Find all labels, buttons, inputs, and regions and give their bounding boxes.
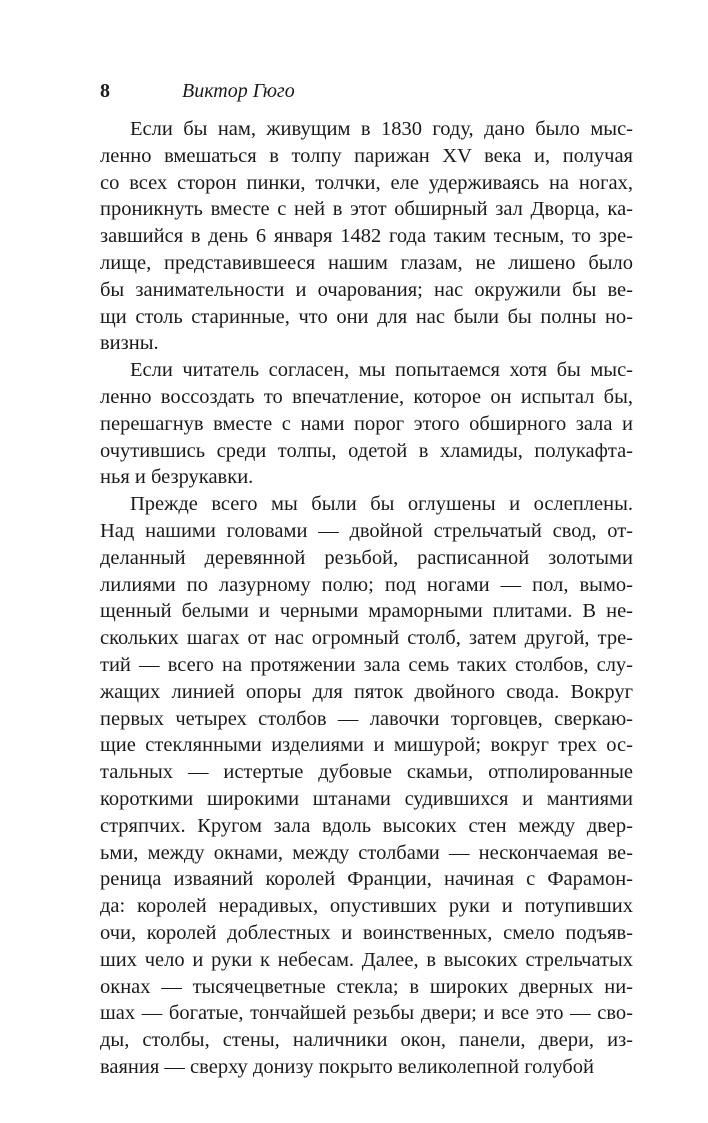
page-number: 8 xyxy=(100,80,110,102)
text-line: очи, королей доблестных и воинственных, смело подъяв- xyxy=(100,921,633,944)
text-line: окнах — тысячецветные стекла; в широких дверных ни- xyxy=(100,975,633,998)
text-line: визны. xyxy=(100,332,159,355)
text-line: ды, столбы, стены, наличники окон, панели, двери, из- xyxy=(100,1029,633,1052)
text-line: со всех сторон пинки, толчки, еле удерживаясь на ногах, xyxy=(100,171,633,194)
paragraph xyxy=(100,491,633,1081)
text-line: завшийся в день 6 января 1482 года таким тесным, то зре- xyxy=(100,225,633,248)
body-text xyxy=(100,116,633,1081)
running-title: Виктор Гюго xyxy=(182,80,295,102)
text-line: ленно воссоздать то впечатление, которое он испытал бы, xyxy=(100,385,633,408)
text-line: жащих линией опоры для пяток двойного свода. Вокруг xyxy=(100,680,633,703)
text-line: лилиями по лазурному полю; под ногами — пол, вымо- xyxy=(100,573,633,596)
text-line: шах — богатые, тончайшей резьбы двери; и все это — сво- xyxy=(100,1002,633,1025)
text-line: ваяния — сверху донизу покрыто великолепной голубой xyxy=(100,1055,594,1078)
book-page xyxy=(100,80,633,1081)
text-line: щи столь старинные, что они для нас были бы полны но- xyxy=(100,305,633,328)
text-line: щенный белыми и черными мраморными плитами. В не- xyxy=(100,600,633,623)
text-line: деланный деревянной резьбой, расписанной золотыми xyxy=(100,546,633,569)
text-line: тальных — истертые дубовые скамьи, отполированные xyxy=(100,761,633,784)
text-line: ьми, между окнами, между столбами — нескончаемая ве- xyxy=(100,841,633,864)
text-line: щие стеклянными изделиями и мишурой; вокруг трех ос- xyxy=(100,734,633,757)
text-line: первых четырех столбов — лавочки торговцев, сверкаю- xyxy=(100,707,633,730)
text-line: лище, представившееся нашим глазам, не лишено было xyxy=(100,251,633,274)
text-line: Если бы нам, живущим в 1830 году, дано было мыс- xyxy=(130,118,633,140)
paragraph xyxy=(100,116,633,357)
text-line: тий — всего на протяжении зала семь таких столбов, слу- xyxy=(100,653,633,676)
text-line: нья и безрукавки. xyxy=(100,466,254,489)
paragraph xyxy=(100,357,633,491)
text-line: Прежде всего мы были бы оглушены и ослеплены. xyxy=(130,493,633,516)
text-line: проникнуть вместе с ней в этот обширный зал Дворца, ка- xyxy=(100,198,633,221)
text-line: очутившись среди толпы, одетой в хламиды, полукафта- xyxy=(100,439,633,462)
text-line: Над нашими головами — двойной стрельчатый свод, от- xyxy=(100,519,633,542)
text-line: скольких шагах от нас огромный столб, затем другой, тре- xyxy=(100,627,633,650)
text-line: реница изваяний королей Франции, начиная с Фарамон- xyxy=(100,868,633,891)
text-line: Если читатель согласен, мы попытаемся хотя бы мыс- xyxy=(130,359,633,382)
text-line: да: королей нерадивых, опустивших руки и потупивших xyxy=(100,895,633,918)
running-head xyxy=(100,80,633,110)
text-line: ленно вмешаться в толпу парижан XV века и, получая xyxy=(100,144,633,167)
text-line: перешагнув вместе с нами порог этого обширного зала и xyxy=(100,412,633,435)
text-line: стряпчих. Кругом зала вдоль высоких стен между двер- xyxy=(100,814,633,837)
text-line: короткими широкими штанами судившихся и мантиями xyxy=(100,787,633,810)
text-line: бы занимательности и очарования; нас окружили бы ве- xyxy=(100,278,633,301)
text-line: ших чело и руки к небесам. Далее, в высоких стрельчатых xyxy=(100,948,633,971)
